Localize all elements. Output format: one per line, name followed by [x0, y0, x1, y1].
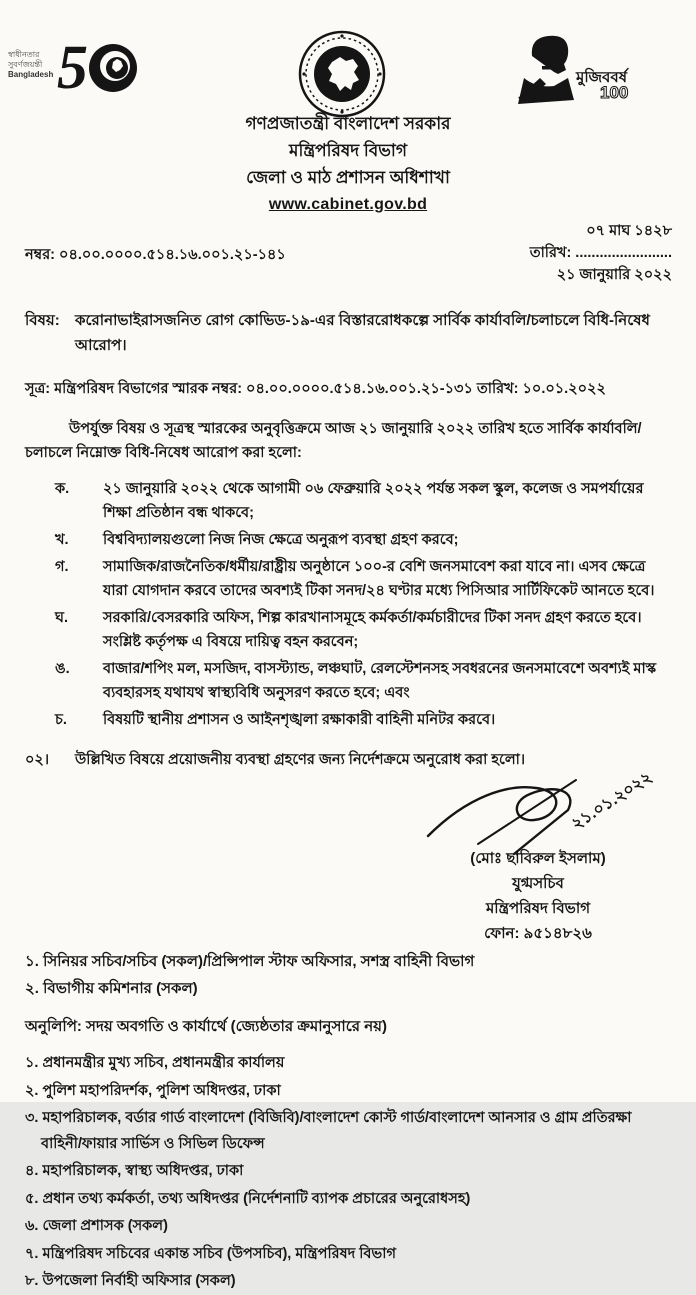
gregorian-date: ২১ জানুয়ারি ২০২২ [556, 267, 672, 283]
rule-number: ঙ. [55, 661, 70, 677]
cc-item: ৫. প্রধান তথ্য কর্মকর্তা, তথ্য অধিদপ্তর (নির্দেশনাটি ব্যাপক প্রচারের অনুরোধসহ) [25, 1190, 471, 1207]
b50-caption-line2: সুবর্ণজয়ন্তী [8, 60, 43, 69]
rule-text: বিশ্ববিদ্যালয়গুলো নিজ নিজ ক্ষেত্রে অনুরূপ ব্যবস্থা গ্রহণ করবে; [103, 532, 459, 548]
cc-item: ৪. মহাপরিচালক, স্বাস্থ্য অধিদপ্তর, ঢাকা [25, 1163, 244, 1179]
rule-item [25, 528, 671, 552]
bangla-calendar-date: ০৭ মাঘ ১৪২৮ [586, 223, 672, 239]
rule-text: ২১ জানুয়ারি ২০২২ থেকে আগামী ০৬ ফেব্রুয়ারি ২০২২ পর্যন্ত সকল স্কুল, কলেজ ও সমপর্যায়ের শিক্ষা প্রতিষ্ঠান বন্ধ থাকবে; [103, 481, 644, 521]
mujib-100-number: 100 [600, 83, 629, 102]
branch-name: জেলা ও মাঠ প্রশাসন অধিশাখা [246, 168, 450, 187]
division-name: মন্ত্রিপরিষদ বিভাগ [289, 141, 407, 160]
memo-number: নম্বর: ০৪.০০.০০০০.৫১৪.১৬.০০১.২১-১৪১ [25, 247, 286, 263]
rule-item [25, 606, 671, 654]
website-link: www.cabinet.gov.bd [268, 196, 428, 213]
date-label: তারিখ: ........................ [529, 245, 672, 261]
signatory-designation: যুগ্মসচিব [512, 875, 564, 892]
subject-line [25, 308, 666, 358]
signatory-phone: ফোন: ৯৫১৪৮২৬ [484, 925, 592, 942]
mujib-100-logo [496, 26, 646, 112]
recipient-item: ১. সিনিয়র সচিব/সচিব (সকল)/প্রিন্সিপাল স্টাফ অফিসার, সশস্ত্র বাহিনী বিভাগ [25, 953, 475, 970]
rule-text: সরকারি/বেসরকারি অফিস, শিল্প কারখানাসমূহে কর্মকর্তা/কর্মচারীদের টিকা সনদ গ্রহণ করতে হবে। সংশ্লিষ্ট কর্তৃপক্ষ এ বিষয়ে দায়িত্ব বহন করবেন; [103, 610, 642, 650]
recipient-item: ২. বিভাগীয় কমিশনার (সকল) [25, 980, 198, 997]
rule-text: সামাজিক/রাজনৈতিক/ধর্মীয়/রাষ্ট্রীয় অনুষ্ঠানে ১০০-র বেশি জনসমাবেশ করা যাবে না। এসব ক্ষেত্রে যারা যোগদান করবে তাদের অবশ্যই টিকা সনদ/২৪ ঘণ্টার মধ্যে পিসিআর সার্টিফিকেট আনতে হবে। [103, 559, 655, 599]
rules-list [25, 477, 671, 732]
government-name: গণপ্রজাতন্ত্রী বাংলাদেশ সরকার [245, 114, 451, 133]
cc-item: ৩. মহাপরিচালক, বর্ডার গার্ড বাংলাদেশ (বিজিবি)/বাংলাদেশ কোস্ট গার্ড/বাংলাদেশ আনসার ও গ্রাম প্রতিরক্ষা বাহিনী/ফায়ার সার্ভিস ও সিভিল ডিফেন্স [25, 1110, 632, 1152]
subject-label: বিষয়: [25, 312, 60, 329]
closing-number: ০২। [25, 752, 50, 768]
signature-date: ২১.০১.২০২২ [568, 768, 656, 834]
rule-number: ঘ. [55, 610, 68, 626]
bangladesh-50-logo [8, 26, 188, 104]
mujib-100-icon [514, 26, 646, 112]
signatory-name: (মোঃ ছাবিরুল ইসলাম) [470, 850, 606, 867]
signature-block [398, 766, 678, 946]
mujib-100-text: মুজিববর্ষ [576, 69, 628, 86]
subject-text: করোনাভাইরাসজনিত রোগ কোভিড-১৯-এর বিস্তাররোধকল্পে সার্বিক কার্যাবলি/চলাচলে বিধি-নিষেধ আরোপ। [75, 312, 650, 354]
meta-row [25, 220, 672, 294]
rule-text: বিষয়টি স্থানীয় প্রশাসন ও আইনশৃঙ্খলা রক্ষাকারী বাহিনী মনিটর করবে। [103, 712, 496, 728]
closing-text: উল্লিখিত বিষয়ে প্রয়োজনীয় ব্যবস্থা গ্রহণের জন্য নির্দেশক্রমে অনুরোধ করা হলো। [75, 752, 526, 768]
rule-item [25, 657, 671, 705]
cc-item: ১. প্রধানমন্ত্রীর মুখ্য সচিব, প্রধানমন্ত্রীর কার্যালয় [25, 1055, 285, 1071]
intro-paragraph: উপর্যুক্ত বিষয় ও সূত্রস্থ স্মারকের অনুবৃত্তিক্রমে আজ ২১ জানুয়ারি ২০২২ তারিখ হতে সার্বিক কার্যাবলি/চলাচলে নিম্নোক্ত বিধি-নিষেধ আরোপ করা হলো: [25, 421, 642, 461]
letterhead [0, 110, 696, 218]
rule-number: চ. [55, 712, 67, 728]
cc-heading: অনুলিপি: সদয় অবগতি ও কার্যার্থে (জ্যেষ্ঠতার ক্রমানুসারে নয়) [25, 1018, 387, 1035]
cc-item: ৬. জেলা প্রশাসক (সকল) [25, 1218, 168, 1234]
rule-text: বাজার/শপিং মল, মসজিদ, বাসস্ট্যান্ড, লঞ্চঘাট, রেলস্টেশনসহ সবধরনের জনসমাবেশে অবশ্যই মাস্ক ব্যবহারসহ যথাযথ স্বাস্থ্যবিধি অনুসরণ করতে হবে; এবং [103, 661, 657, 701]
rule-number: গ. [55, 559, 69, 575]
svg-text:5: 5 [57, 34, 89, 102]
recipient-list [25, 948, 671, 1002]
date-block [530, 220, 672, 286]
rule-item [25, 555, 671, 603]
rule-item [25, 477, 671, 525]
reference-line: সূত্র: মন্ত্রিপরিষদ বিভাগের স্মারক নম্বর: ০৪.০০.০০০০.৫১৪.১৬.০০১.২১-১৩১ তারিখ: ১০.০১.২০২২ [25, 381, 606, 397]
b50-caption-line3: Bangladesh [8, 70, 54, 79]
signatory-office: মন্ত্রিপরিষদ বিভাগ [485, 900, 591, 917]
rule-number: খ. [55, 532, 69, 548]
bangladesh-50-icon [55, 26, 141, 104]
logo-row [0, 0, 696, 104]
b50-caption-line1: স্বাধীনতার [8, 50, 40, 59]
cc-item: ৭. মন্ত্রিপরিষদ সচিবের একান্ত সচিব (উপসচিব), মন্ত্রিপরিষদ বিভাগ [25, 1245, 396, 1262]
rule-item [25, 708, 671, 732]
rule-number: ক. [55, 481, 70, 497]
cc-item: ২. পুলিশ মহাপরিদর্শক, পুলিশ অধিদপ্তর, ঢাকা [25, 1082, 281, 1099]
cc-item: ৮. উপজেলা নির্বাহী অফিসার (সকল) [25, 1273, 236, 1289]
cc-list [25, 1051, 671, 1295]
bangladesh-50-caption [8, 50, 53, 80]
